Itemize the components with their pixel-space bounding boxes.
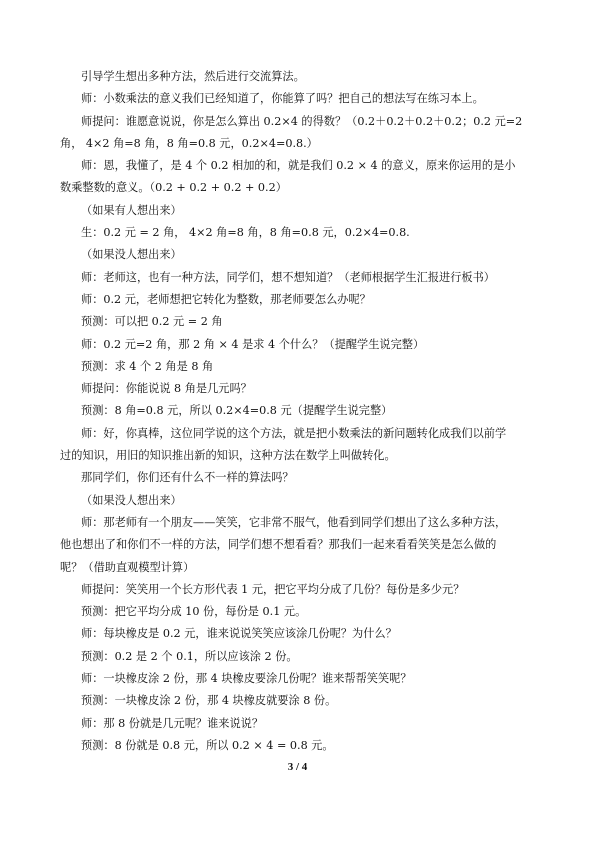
text-line: 他也想出了和你们不一样的方法，同学们想不想看看？那我们一起来看看笑笑是怎么做的 bbox=[60, 538, 497, 552]
text-line: 师：一块橡皮涂 2 份，那 4 块橡皮要涂几份呢？谁来帮帮笑笑呢？ bbox=[81, 672, 412, 686]
text-line: 过的知识，用旧的知识推出新的知识，这种方法在数学上叫做转化。 bbox=[60, 449, 396, 463]
text-line: 师：0.2 元，老师想把它转化为整数，那老师要怎么办呢？ bbox=[81, 292, 371, 306]
text-line: 师提问：笑笑用一个长方形代表 1 元，把它平均分成了几份？每份是多少元？ bbox=[81, 582, 465, 596]
text-line: 呢？（借助直观模型计算） bbox=[60, 560, 195, 574]
text-line: 预测：把它平均分成 10 份，每份是 0.1 元。 bbox=[81, 605, 307, 619]
text-line: 引导学生想出多种方法，然后进行交流算法。 bbox=[81, 70, 305, 83]
text-line: 生：0.2 元 = 2 角， 4×2 角=8 角，8 角=0.8 元，0.2×4=0.8. bbox=[81, 226, 410, 240]
text-line: 师提问：谁愿意说说，你是怎么算出 0.2×4 的得数？（0.2＋0.2＋0.2＋0.2；0.2 元=2 bbox=[81, 114, 523, 128]
text-line: 师：那 8 份就是几元呢？谁来说说？ bbox=[81, 716, 264, 730]
text-line: 师：老师这，也有一种方法，同学们，想不想知道？（老师根据学生汇报进行板书） bbox=[81, 270, 495, 284]
text-line: 预测：8 份就是 0.8 元，所以 0.2 × 4 = 0.8 元。 bbox=[81, 738, 334, 752]
text-line: 预测：0.2 是 2 个 0.1，所以应该涂 2 份。 bbox=[81, 649, 298, 663]
text-line: 预测：求 4 个 2 角是 8 角 bbox=[81, 359, 214, 373]
text-line: 那同学们，你们还有什么不一样的算法吗？ bbox=[81, 471, 294, 485]
page-number: 3 / 4 bbox=[287, 761, 308, 773]
text-line: 师：小数乘法的意义我们已经知道了，你能算了吗？把自己的想法写在练习本上。 bbox=[81, 92, 484, 106]
text-line: 预测：8 角=0.8 元，所以 0.2×4=0.8 元（提醒学生说完整） bbox=[81, 404, 393, 418]
text-line: （如果没人想出来） bbox=[81, 248, 182, 262]
text-line: 师：那老师有一个朋友——笑笑，它非常不服气，他看到同学们想出了这么多种方法， bbox=[81, 515, 507, 529]
document-body bbox=[60, 66, 528, 757]
text-line: 师：好，你真棒，这位同学说的这个方法，就是把小数乘法的新问题转化成我们以前学 bbox=[81, 426, 507, 440]
text-line: 师提问：你能说说 8 角是几元吗？ bbox=[81, 382, 252, 396]
text-line: 数乘整数的意义。（0.2 + 0.2 + 0.2 + 0.2） bbox=[60, 181, 287, 195]
text-line: （如果没人想出来） bbox=[81, 493, 182, 507]
text-line: 预测：一块橡皮涂 2 份，那 4 块橡皮就要涂 8 份。 bbox=[81, 694, 337, 708]
text-line: 角， 4×2 角=8 角，8 角=0.8 元，0.2×4=0.8.） bbox=[60, 136, 318, 150]
text-line: 预测：可以把 0.2 元 = 2 角 bbox=[81, 315, 223, 329]
text-line: 师：0.2 元=2 角，那 2 角 × 4 是求 4 个什么？（提醒学生说完整） bbox=[81, 337, 425, 351]
text-line: 师：每块橡皮是 0.2 元，谁来说说笑笑应该涂几份呢？为什么？ bbox=[81, 627, 397, 641]
text-line: 师：恩，我懂了，是 4 个 0.2 相加的和，就是我们 0.2 × 4 的意义，原来你运用的是小 bbox=[81, 159, 516, 173]
text-line: （如果有人想出来） bbox=[81, 203, 182, 217]
